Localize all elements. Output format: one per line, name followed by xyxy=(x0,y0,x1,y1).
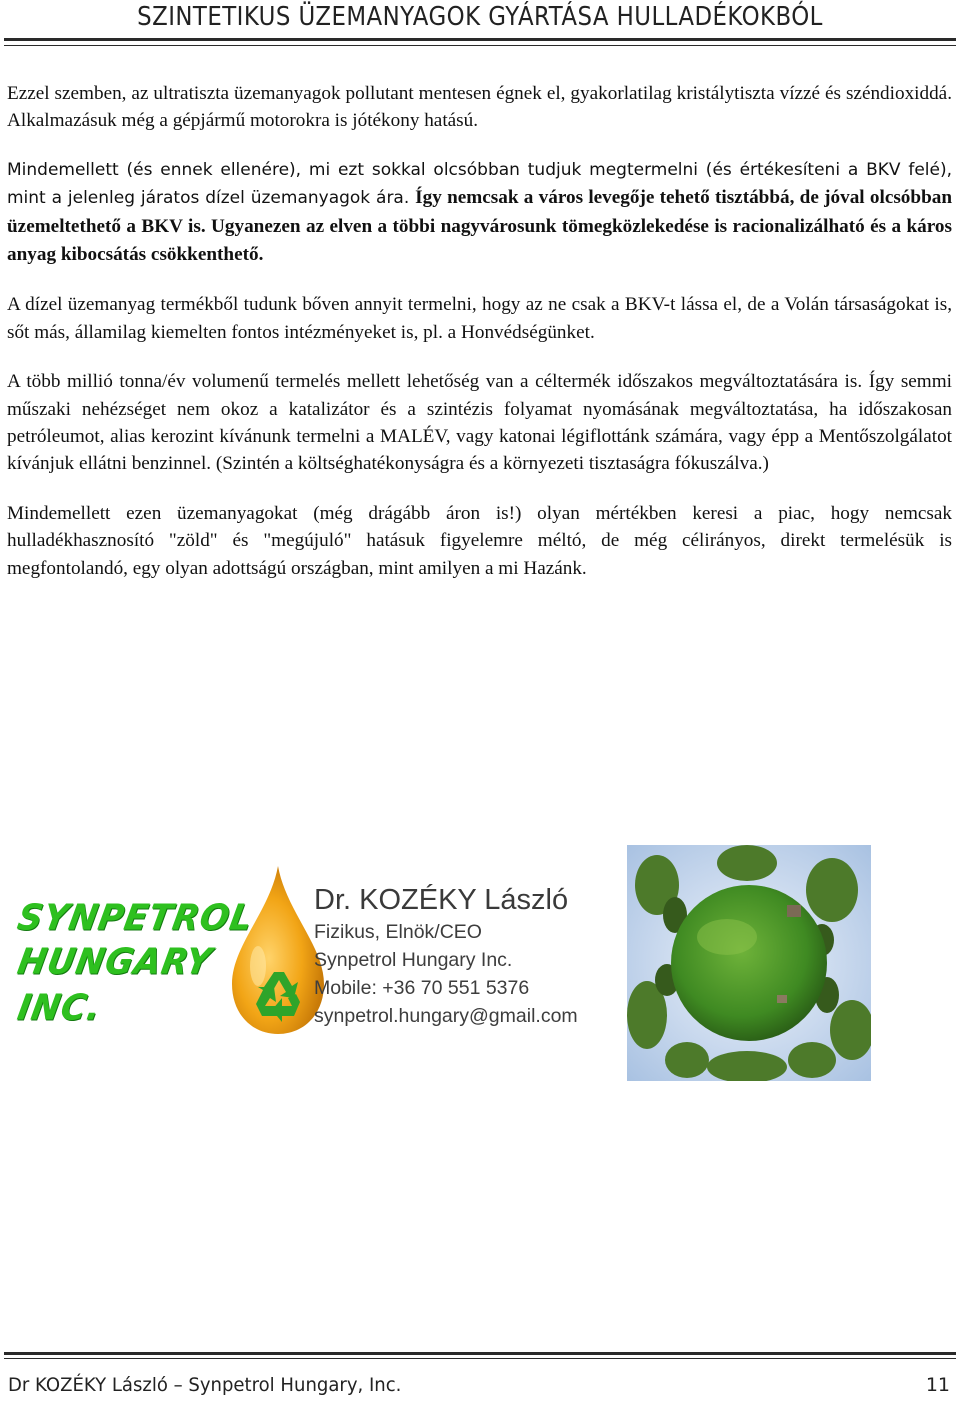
paragraph-5: Mindemellett ezen üzemanyagokat (még drágább áron is!) olyan mértékben keresi a piac, hogy nemcsak hulladékhasznosító "zöld" és "megújuló" hatásuk figyelemre méltó, de még célirányos, direkt termelésük is megfontolandó, egy olyan adottságú országban, mint amilyen a mi Hazánk. xyxy=(7,502,952,579)
logo-line-3: INC. xyxy=(14,987,105,1029)
page-header xyxy=(0,0,960,52)
page-footer xyxy=(0,1352,960,1401)
header-title: SZINTETIKUS ÜZEMANYAGOK GYÁRTÁSA HULLADÉKOKBÓL xyxy=(137,2,823,32)
contact-block xyxy=(314,882,578,1030)
footer-rule-thin xyxy=(4,1358,956,1359)
contact-email: synpetrol.hungary@gmail.com xyxy=(314,1005,578,1027)
document-body xyxy=(7,80,952,582)
logo-line-2: HUNGARY xyxy=(14,941,216,983)
paragraph-2 xyxy=(7,157,952,270)
contact-role: Fizikus, Elnök/CEO xyxy=(314,921,482,943)
contact-name: Dr. KOZÉKY László xyxy=(314,884,569,916)
footer-author: Dr KOZÉKY László – Synpetrol Hungary, Inc. xyxy=(8,1374,402,1396)
footer-rule-thick xyxy=(4,1352,956,1355)
business-card xyxy=(10,860,620,1075)
logo-line-1: SYNPETROL xyxy=(14,897,257,939)
header-rule-thick xyxy=(4,38,956,41)
little-planet-photo xyxy=(627,845,871,1081)
header-rule-thin xyxy=(4,45,956,46)
paragraph-2-regular: Mindemellett (és ennek ellenére), mi ezt sokkal olcsóbban tudjuk megtermelni (és értékesíteni a BKV felé), mint a jelenleg járatos dízel üzemanyagok ára. xyxy=(7,159,952,209)
paragraph-1: Ezzel szemben, az ultratiszta üzemanyagok pollutant mentesen égnek el, gyakorlatilag kristálytiszta vízzé és széndioxiddá. Alkalmazásuk még a gépjármű motorokra is jótékony hatású. xyxy=(7,83,952,132)
oil-drop-recycle-icon xyxy=(228,866,328,1036)
contact-mobile: Mobile: +36 70 551 5376 xyxy=(314,977,530,999)
page-number: 11 xyxy=(925,1374,950,1396)
paragraph-3: A dízel üzemanyag termékből tudunk bőven annyit termelni, hogy az ne csak a BKV-t lássa el, de a Volán társaságokat is, sőt más, államilag kiemelten fontos intézményeket is, pl. a Honvédségünket. xyxy=(7,294,952,343)
paragraph-2-bold: Így nemcsak a város levegője tehető tisztábbá, de jóval olcsóbban üzemeltethető a BKV is. Ugyanezen az elven a többi nagyvárosunk tömegközlekedése is racionalizálható és a káros anyag kibocsátás csökkenthető. xyxy=(7,187,953,266)
paragraph-4: A több millió tonna/év volumenű termelés mellett lehetőség van a céltermék időszakos megváltoztatására is. Így semmi műszaki nehézséget nem okoz a katalizátor és a szintézis folyamat nyomásának megváltoztatása, ha időszakosan petróleumot, alias kerozint kívánunk termelni a MALÉV, vagy katonai légiflottánk számára, vagy épp a Mentőszolgálatot kívánjuk ellátni benzinnel. (Szintén a költséghatékonyságra és a környezeti tisztaságra fókuszálva.) xyxy=(7,371,952,475)
contact-company: Synpetrol Hungary Inc. xyxy=(314,949,513,971)
